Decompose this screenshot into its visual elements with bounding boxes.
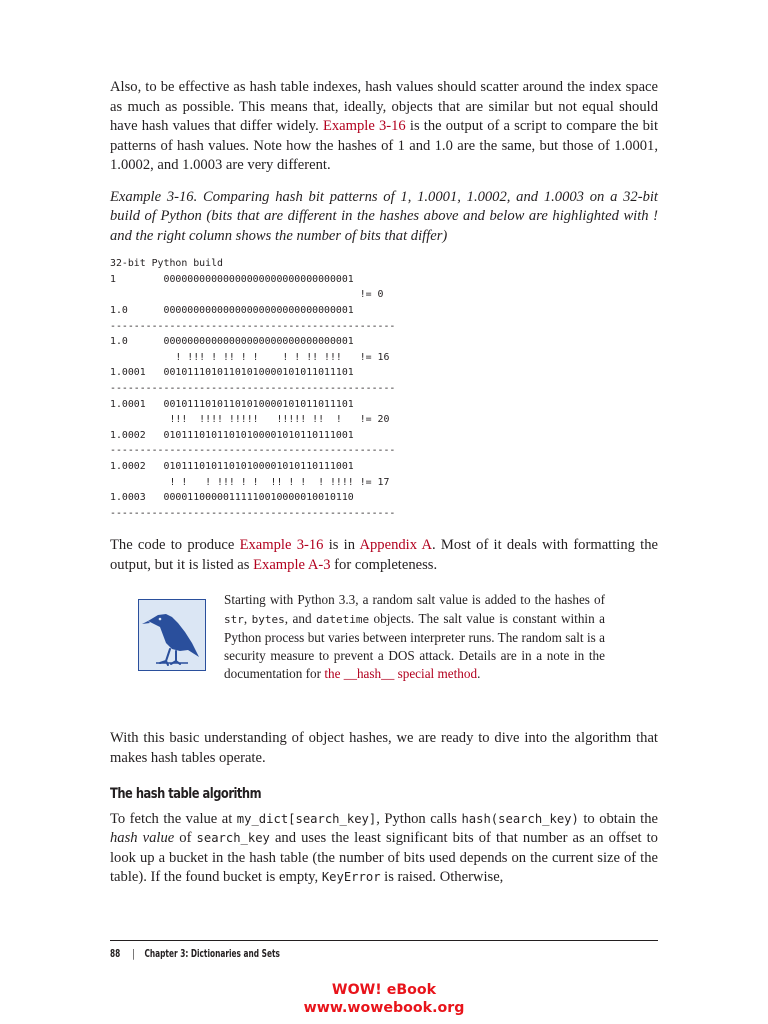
footer-separator: | xyxy=(131,947,135,960)
note-text xyxy=(224,591,605,683)
code-line: 1.0 00000000000000000000000000000001 xyxy=(110,304,354,316)
code-line: 1.0002 01011101011010100001010110111001 xyxy=(110,429,354,441)
text-run: , xyxy=(243,610,252,626)
watermark-url[interactable]: www.wowebook.org xyxy=(303,1000,465,1016)
code-keyerror: KeyError xyxy=(321,870,381,885)
crow-icon xyxy=(138,599,206,671)
code-line: !!! !!!! !!!!! !!!!! !! ! != 20 xyxy=(110,414,390,426)
code-hash-call: hash(search_key) xyxy=(461,811,579,826)
text-run: The code to produce xyxy=(110,537,240,554)
code-line: 1.0003 00001100000111110010000010010110 xyxy=(110,492,354,504)
code-my-dict: my_dict[search_key] xyxy=(236,811,377,826)
example-3-16-link[interactable]: Example 3-16 xyxy=(322,118,406,135)
text-run: is in xyxy=(323,537,360,554)
code-line: ------------------------------------------------ xyxy=(110,320,396,332)
code-line: 1.0001 00101110101101010000101011011101 xyxy=(110,367,354,379)
text-run: , Python calls xyxy=(376,810,462,827)
intro-paragraph xyxy=(110,78,658,176)
code-datetime: datetime xyxy=(316,612,370,626)
text-run: To fetch the value at xyxy=(110,810,237,827)
code-line: 1.0001 00101110101101010000101011011101 xyxy=(110,398,354,410)
text-run: . xyxy=(477,666,481,682)
page-number: 88 xyxy=(110,947,121,960)
text-run: and uses the least significant bits of that number as an offset to look up a bucket in the hash table (the number of bits used depends on the current size of the table). If the found bucket is empty, xyxy=(110,830,658,886)
code-line: != 0 xyxy=(110,289,384,301)
code-search-key: search_key xyxy=(196,831,270,846)
page-content xyxy=(110,78,658,888)
example-caption: Example 3-16. Comparing hash bit patterns of 1, 1.0001, 1.0002, and 1.0003 on a 32-bit build of Python (bits that are different in the hashes above and below are highlighted with ! and the right column shows the number of bits that differ) xyxy=(110,188,658,244)
code-listing xyxy=(110,256,658,521)
section-heading: The hash table algorithm xyxy=(110,785,262,802)
code-line: ------------------------------------------------ xyxy=(110,507,396,519)
code-line: ------------------------------------------------ xyxy=(110,445,396,457)
page-footer xyxy=(110,940,658,960)
emphasis-hash-value: hash value xyxy=(110,830,175,847)
note-box xyxy=(110,591,658,713)
code-line: 1 00000000000000000000000000000001 xyxy=(110,273,354,285)
chapter-title: Chapter 3: Dictionaries and Sets xyxy=(144,947,280,960)
appendix-a-link[interactable]: Appendix A xyxy=(359,537,433,554)
code-line: ! !!! ! !! ! ! ! ! !! !!! != 16 xyxy=(110,351,390,363)
code-bytes: bytes xyxy=(251,612,285,626)
code-str: str xyxy=(224,612,244,626)
text-run: Also, to be effective as hash table indexes, hash values should scatter around the index space as much as possible. This means that, ideally, objects that are similar but not equal should have hash values that differ widely. xyxy=(110,79,658,135)
text-run: of xyxy=(174,830,197,847)
text-run: is raised. Otherwise, xyxy=(380,869,504,886)
footer-text xyxy=(110,947,310,960)
algorithm-paragraph xyxy=(110,810,658,888)
code-line: ------------------------------------------------ xyxy=(110,382,396,394)
example-a-3-link[interactable]: Example A-3 xyxy=(253,556,331,573)
text-run: for completeness. xyxy=(330,556,438,573)
text-run: Starting with Python 3.3, a random salt value is added to the hashes of xyxy=(224,592,605,608)
example-3-16-link[interactable]: Example 3-16 xyxy=(239,537,324,554)
hash-special-method-link[interactable]: the __hash__ special method xyxy=(324,666,478,682)
code-line: 1.0002 01011101011010100001010110111001 xyxy=(110,460,354,472)
text-run: to obtain the xyxy=(578,810,658,827)
algorithm-intro-paragraph: With this basic understanding of object hashes, we are ready to dive into the algorithm that makes hash tables operate. xyxy=(110,730,658,767)
code-line: 1.0 00000000000000000000000000000001 xyxy=(110,336,354,348)
watermark-title: WOW! eBook xyxy=(331,982,437,998)
text-run: objects. The salt value is constant within a Python process but varies between interpreter runs. The random salt is a security measure to prevent a DOS attack. Details are in a note in the documentation for xyxy=(224,610,606,682)
code-origin-paragraph xyxy=(110,536,658,575)
code-line: ! ! ! !!! ! ! !! ! ! ! !!!! != 17 xyxy=(110,476,390,488)
text-run: is the output of a script to compare the bit patterns of hash values. Note how the hashes of 1 and 1.0 are the same, but those of 1.0001, 1.0002, and 1.0003 are very different. xyxy=(110,118,658,174)
text-run: . Most of it deals with formatting the output, but it is listed as xyxy=(110,537,659,573)
text-run: , and xyxy=(284,610,317,626)
code-line: 32-bit Python build xyxy=(110,258,223,270)
